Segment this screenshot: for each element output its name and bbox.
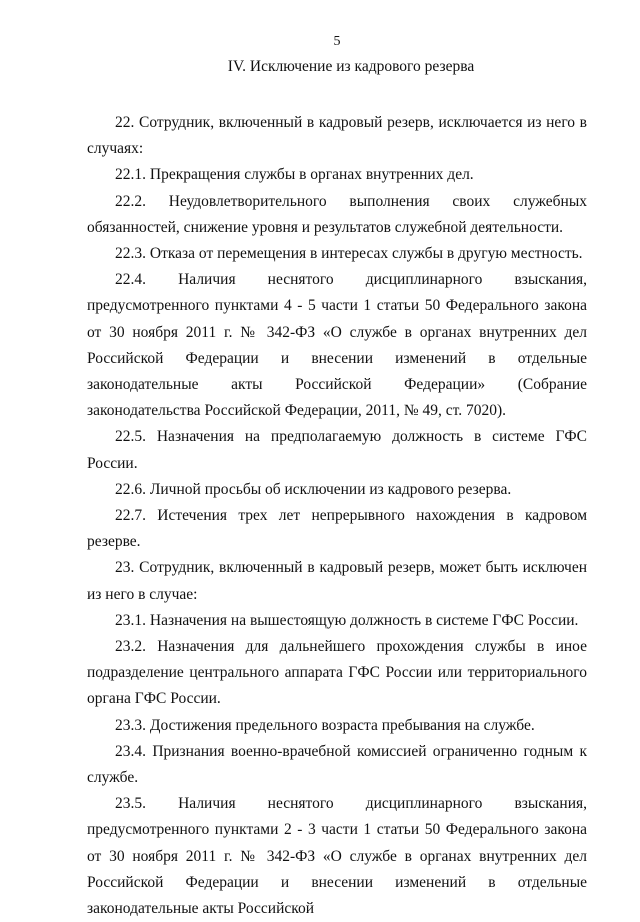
paragraph-22-2: 22.2. Неудовлетворительного выполнения своих служебных обязанностей, снижение уровня и результатов служебной деятельности. xyxy=(87,192,587,236)
paragraph-22-6: 22.6. Личной просьбы об исключении из кадрового резерва. xyxy=(115,480,512,498)
paragraph-22-5: 22.5. Назначения на предполагаемую должность в системе ГФС России. xyxy=(87,428,587,472)
paragraph-22-1: 22.1. Прекращения службы в органах внутренних дел. xyxy=(115,166,474,184)
paragraph-23-1: 23.1. Назначения на вышестоящую должность в системе ГФС России. xyxy=(115,611,579,629)
paragraph-23-2: 23.2. Назначения для дальнейшего прохождения службы в иное подразделение центрального аппарата ГФС России или территориального органа ГФС России. xyxy=(87,638,587,708)
paragraph-23-4: 23.4. Признания военно-врачебной комиссией ограниченно годным к службе. xyxy=(87,742,587,787)
paragraph-23: 23. Сотрудник, включенный в кадровый резерв, может быть исключен из него в случае: xyxy=(87,559,587,603)
paragraph-22: 22. Сотрудник, включенный в кадровый резерв, исключается из него в случаях: xyxy=(87,114,587,158)
paragraph-22-4: 22.4. Наличия неснятого дисциплинарного взыскания, предусмотренного пунктами 4 - 5 части 1 статьи 50 Федерального закона от 30 ноября 2011 г. № 342-ФЗ «О службе в органах внутренних дел Российской Федерации и внесении изменений в отдельные законодательные акты Российской Федерации» (Собрание законодательства Российской Федерации, 2011, № 49, ст. 7020). xyxy=(87,271,587,420)
paragraph-22-7: 22.7. Истечения трех лет непрерывного нахождения в кадровом резерве. xyxy=(87,507,587,551)
paragraph-23-3: 23.3. Достижения предельного возраста пребывания на службе. xyxy=(115,716,535,734)
paragraph-23-5: 23.5. Наличия неснятого дисциплинарного взыскания, предусмотренного пунктами 2 - 3 части 1 статьи 50 Федерального закона от 30 ноября 2011 г. № 342-ФЗ «О службе в органах внутренних дел Российской Федерации и внесении изменений в отдельные законодательные акты Российской xyxy=(87,795,587,918)
section-title: IV. Исключение из кадрового резерва xyxy=(227,58,475,75)
page-number: 5 xyxy=(333,34,341,49)
paragraph-22-3: 22.3. Отказа от перемещения в интересах службы в другую местность. xyxy=(115,245,583,263)
document-body xyxy=(87,110,587,922)
